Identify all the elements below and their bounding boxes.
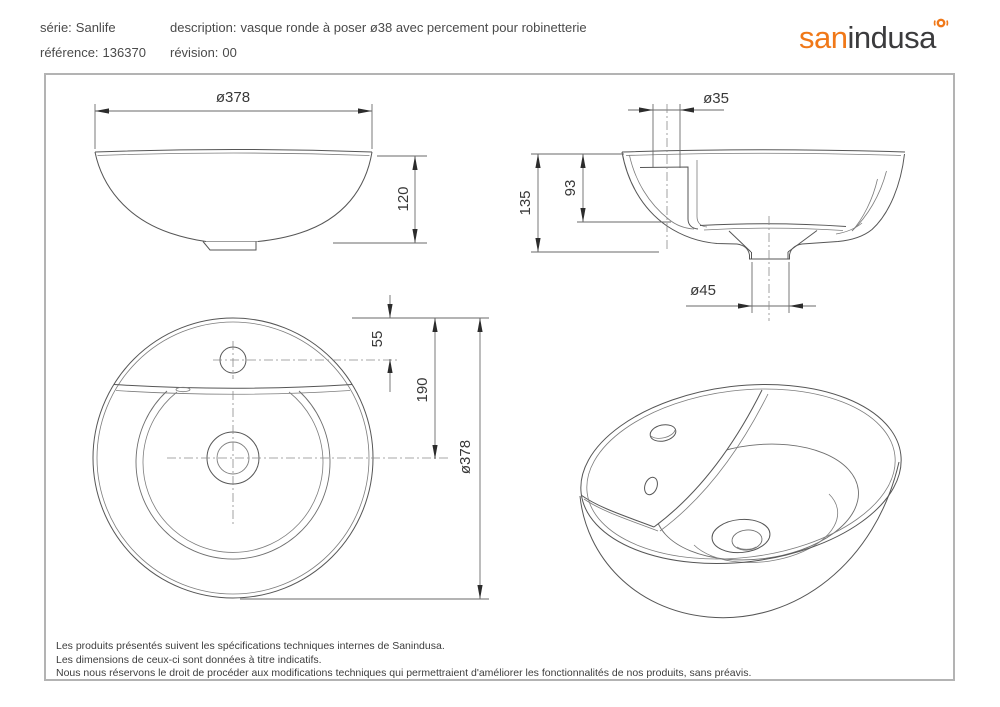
description-value: vasque ronde à poser ø38 avec percement pour robinetterie [240, 20, 587, 35]
dim-section-overall-height: 135 [517, 190, 534, 216]
dim-front-height: 120 [395, 186, 412, 212]
serie-value: Sanlife [75, 20, 116, 35]
sanindusa-logo [799, 22, 936, 53]
dim-section-tap-hole: ø35 [703, 90, 729, 107]
revision-label: révision: [170, 45, 219, 60]
reference-field [40, 45, 146, 60]
dim-section-drain: ø45 [690, 282, 716, 299]
footer-line-1: Les produits présentés suivent les spécifications techniques internes de Sanindusa. [56, 640, 445, 652]
dim-plan-drain-offset: 190 [414, 377, 431, 403]
dim-plan-diameter: ø378 [457, 439, 474, 475]
revision-field [170, 45, 237, 60]
description-label: description: [170, 20, 237, 35]
dim-plan-tap-offset: 55 [369, 330, 386, 348]
footer-line-3: Nous nous réservons le droit de procéder aux modifications techniques qui permettraient d'améliorer les fonctionnalités de nos produits, sans préavis. [56, 667, 752, 679]
revision-value: 00 [222, 45, 237, 60]
logo-text-secondary: indusa [847, 20, 936, 55]
description-field [170, 20, 587, 35]
drawing-frame [44, 73, 955, 681]
sanindusa-logo-mark-icon [933, 16, 949, 30]
dim-front-diameter: ø378 [215, 89, 251, 106]
footer-line-2: Les dimensions de ceux-ci sont données à titre indicatifs. [56, 653, 322, 666]
logo-text-primary: san [799, 20, 848, 55]
serie-field [40, 20, 116, 35]
footer-disclaimer [56, 640, 751, 681]
serie-label: série: [40, 20, 72, 35]
reference-label: référence: [40, 45, 99, 60]
reference-value: 136370 [102, 45, 146, 60]
dim-section-basin-depth: 93 [562, 179, 579, 197]
